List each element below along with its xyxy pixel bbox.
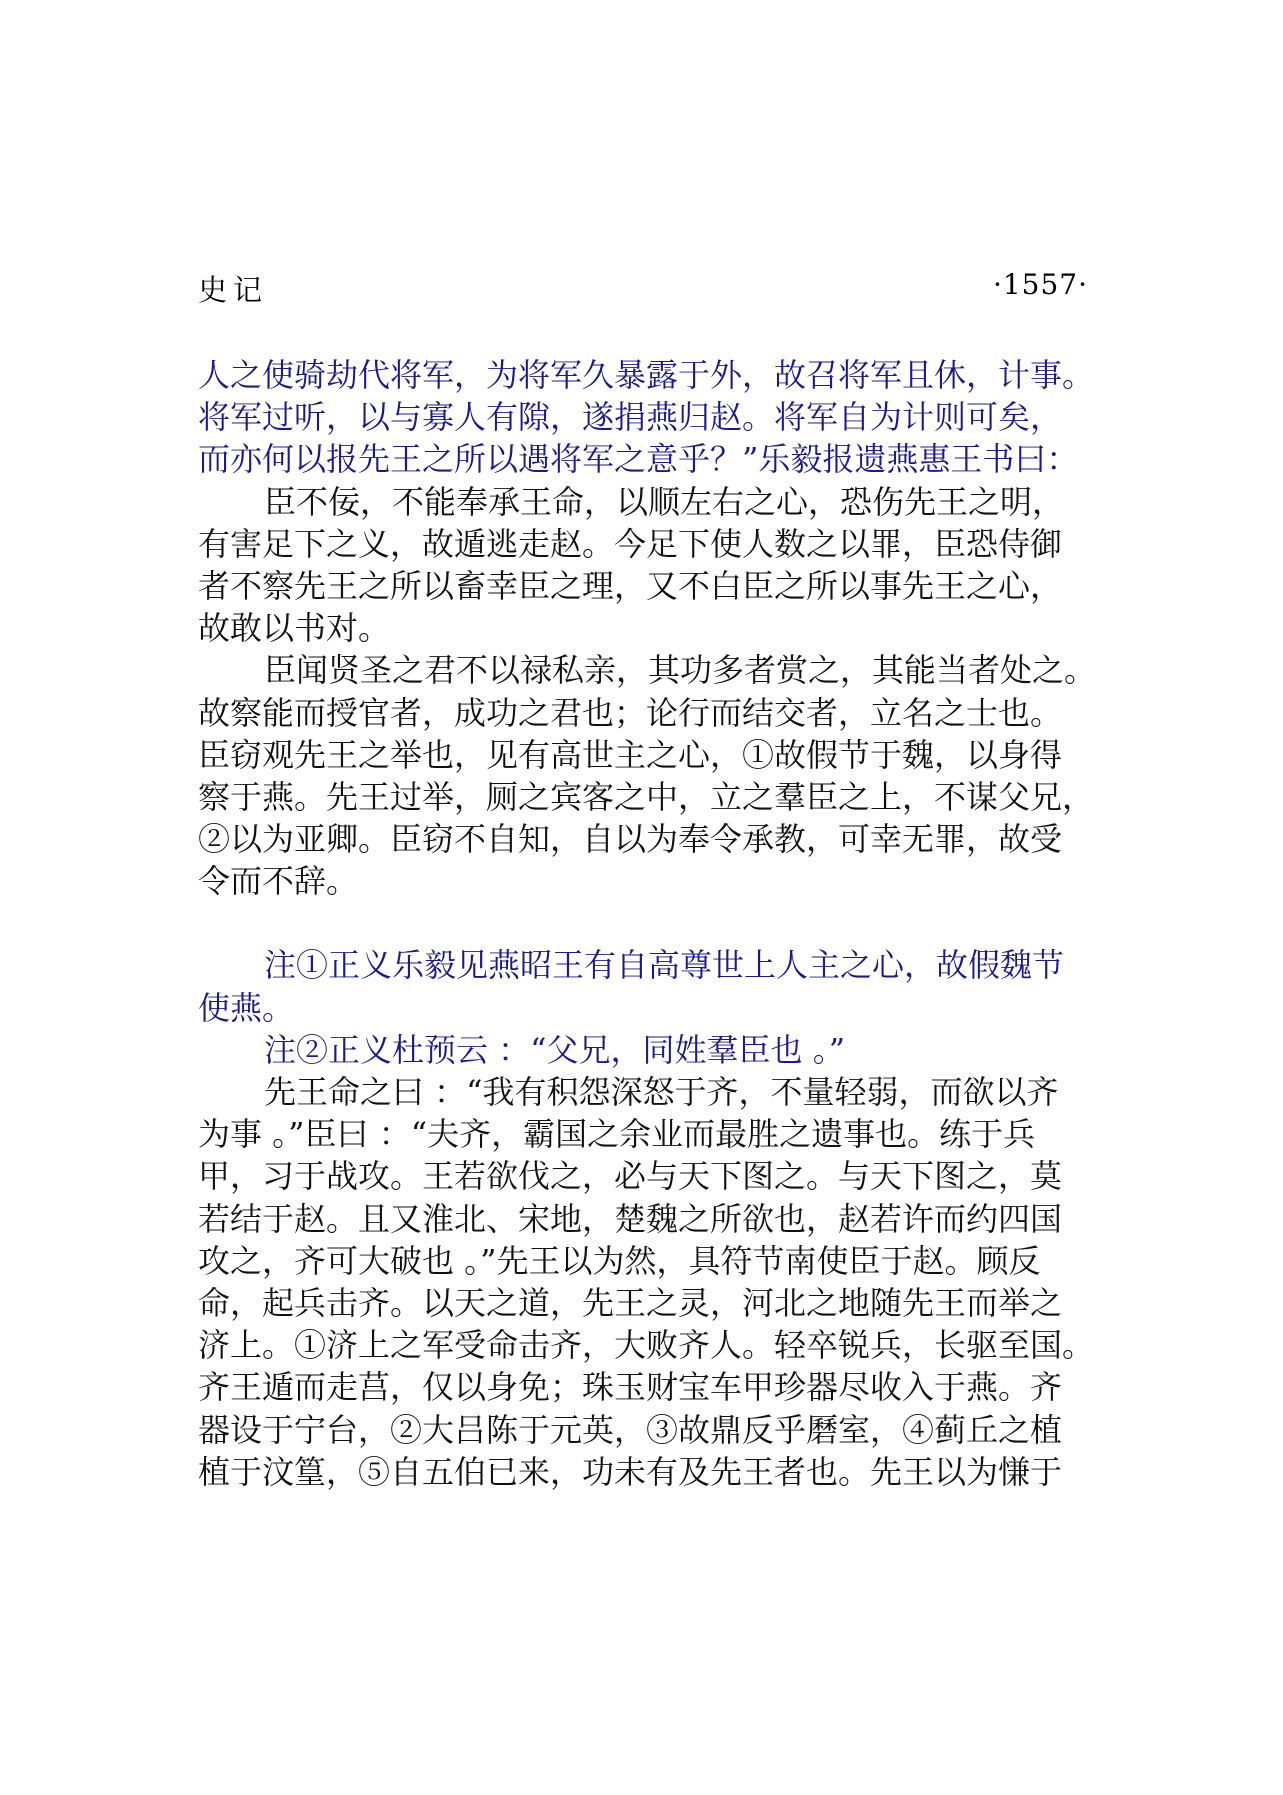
text-line: 器设于宁台，②大吕陈于元英，③故鼎反乎磿室，④蓟丘之植 [198,1410,1063,1449]
paragraph [198,1071,1098,1493]
paragraph [198,354,1098,481]
text-line: 植于汶篁，⑤自五伯已来，功未有及先王者也。先王以为慊于 [198,1452,1063,1491]
book-title: 史记 [198,273,269,307]
paragraph [198,649,1098,902]
text-line: 甲，习于战攻。王若欲伐之，必与天下图之。与天下图之，莫 [198,1157,1063,1196]
page-header [198,268,1088,312]
text-line: 济上。①济上之军受命击齐，大败齐人。轻卒锐兵，长驱至国。 [198,1326,1095,1365]
text-line: 故察能而授官者，成功之君也；论行而结交者，立名之士也。 [198,693,1063,732]
paragraph [198,481,1098,650]
paragraph-gap [198,902,1098,944]
text-line: 有害足下之义，故遁逃走赵。今足下使人数之以罪，臣恐侍御 [198,524,1063,563]
text-line: 为事 。”臣曰 ：“夫齐，霸国之余业而最胜之遗事也。练于兵 [198,1115,1036,1154]
paragraph [198,1029,1098,1071]
text-line: 攻之，齐可大破也 。”先王以为然，具符节南使臣于赵。顾反 [198,1241,1041,1280]
page-body [198,354,1098,1493]
text-line: 者不察先王之所以畜幸臣之理，又不白臣之所以事先王之心， [198,566,1063,605]
text-line: 臣不佞，不能奉承王命，以顺左右之心，恐伤先王之明， [264,482,1065,521]
text-line: 若结于赵。且又淮北、宋地，楚魏之所欲也，赵若许而约四国 [198,1199,1063,1238]
text-line: 臣窃观先王之举也，见有高世主之心，①故假节于魏，以身得 [198,735,1063,774]
text-line: 故敢以书对。 [198,609,391,648]
text-line: 人之使骑劫代将军，为将军久暴露于外，故召将军且休，计事。 [198,356,1095,394]
text-line: 齐王遁而走莒，仅以身免；珠玉财宝车甲珍器尽收入于燕。齐 [198,1368,1063,1407]
text-line: 臣闻贤圣之君不以禄私亲，其功多者赏之，其能当者处之。 [264,651,1097,690]
text-line: 将军过听，以与寡人有隙，遂捐燕归赵。将军自为计则可矣， [198,398,1063,437]
text-line: ②以为亚卿。臣窃不自知，自以为奉令承教，可幸无罪，故受 [198,820,1063,859]
page-number: ·1557· [992,268,1088,301]
text-line: 注②正义杜预云 ：“父兄，同姓羣臣也 。” [264,1030,846,1069]
text-line: 而亦何以报先王之所以遇将军之意乎？”乐毅报遗燕惠王书曰： [198,440,1079,479]
paragraph [198,944,1098,1028]
text-line: 察于燕。先王过举，厕之宾客之中，立之羣臣之上，不谋父兄， [198,777,1095,816]
text-line: 命，起兵击齐。以天之道，先王之灵，河北之地随先王而举之 [198,1283,1063,1322]
text-line: 使燕。 [198,988,295,1027]
text-line: 先王命之曰 ：“我有积怨深怒于齐，不量轻弱，而欲以齐 [264,1073,1059,1111]
text-line: 注①正义乐毅见燕昭王有自高尊世上人主之心，故假魏节 [264,946,1065,985]
text-line: 令而不辞。 [198,862,359,901]
